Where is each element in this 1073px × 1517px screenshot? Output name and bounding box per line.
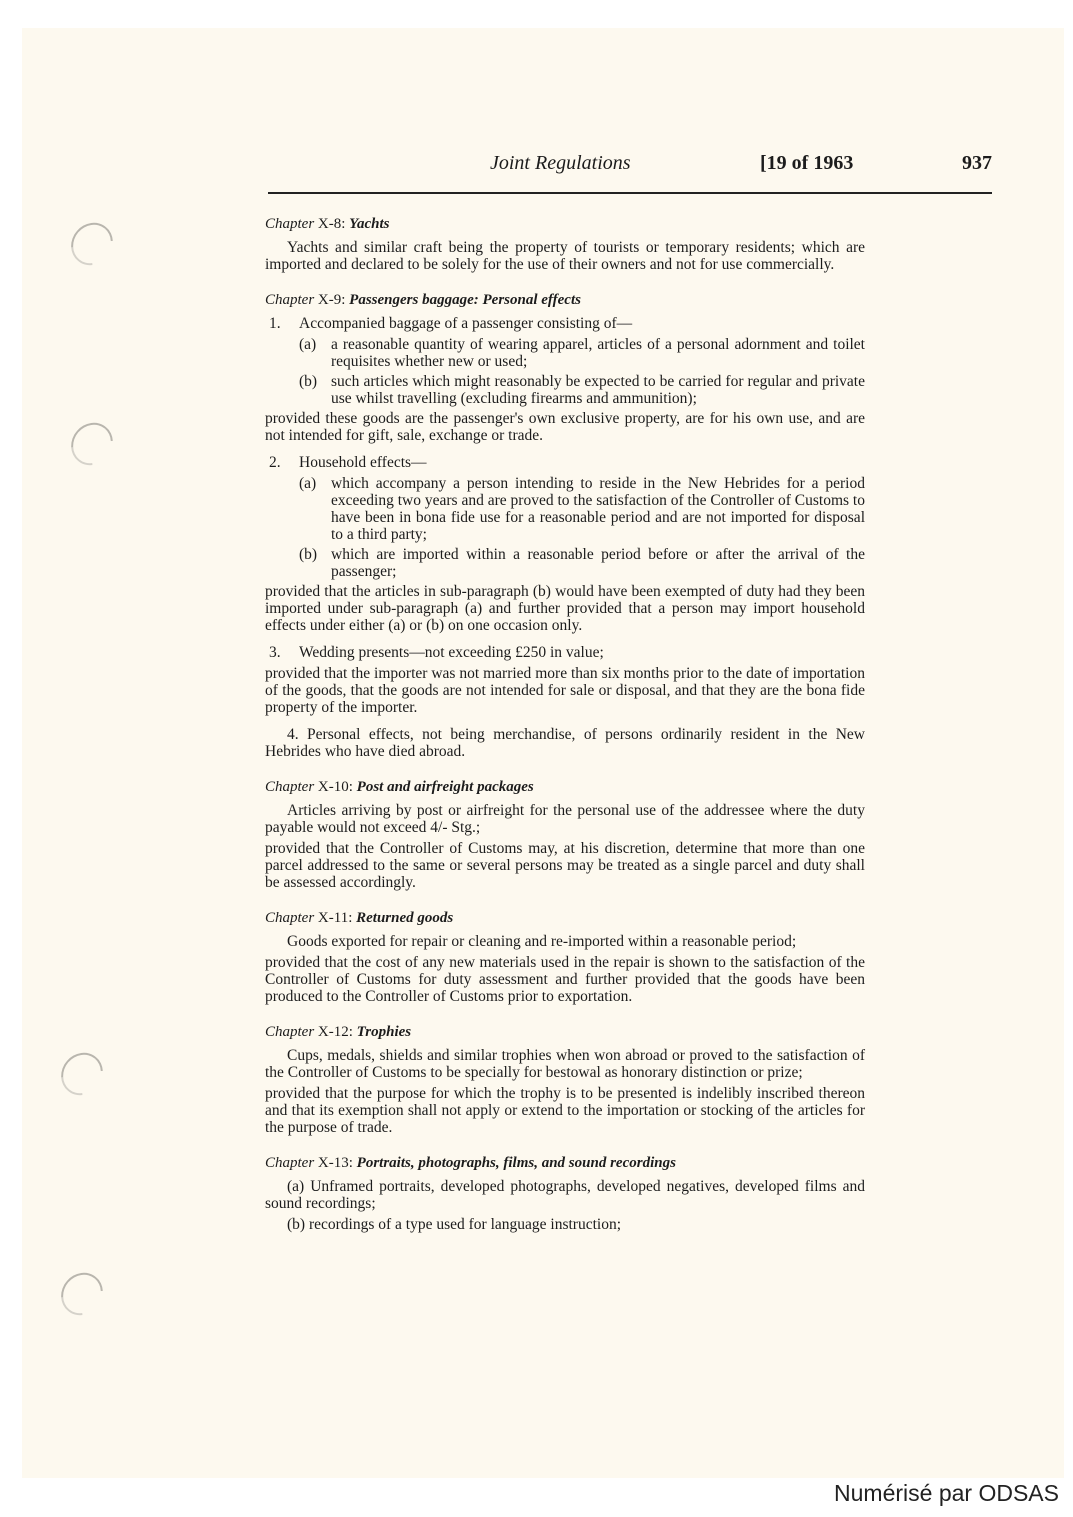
chapter-word: Chapter <box>265 1024 315 1040</box>
chapter-x8 <box>265 216 865 273</box>
paragraph-text: Household effects— <box>299 454 427 471</box>
chapter-number: X-8: <box>317 216 346 232</box>
proviso: provided that the articles in sub-paragraph (b) would have been exempted of duty had they been imported under sub-paragraph (a) and further provided that a person may import household effects under either (a) or (b) on one occasion only. <box>265 583 865 634</box>
paragraph-text: Accompanied baggage of a passenger consisting of— <box>299 315 633 332</box>
chapter-number: X-9: <box>317 292 346 308</box>
sub-paragraph <box>265 1178 865 1212</box>
document-body <box>265 216 865 1252</box>
numbered-paragraph <box>265 454 865 471</box>
running-header <box>268 150 992 194</box>
chapter-word: Chapter <box>265 910 315 926</box>
paragraph: Cups, medals, shields and similar trophies when won abroad or proved to the satisfaction of the Controller of Customs to be specially for bestowal as honorary distinction or prize; <box>265 1047 865 1081</box>
chapter-word: Chapter <box>265 1155 315 1171</box>
paragraph-number: 1. <box>269 315 281 332</box>
chapter-number: X-10: <box>317 779 353 795</box>
sub-paragraph <box>265 373 865 407</box>
header-title: Joint Regulations <box>490 152 631 174</box>
numbered-paragraph <box>265 726 865 760</box>
paragraph: Goods exported for repair or cleaning and re-imported within a reasonable period; <box>287 933 797 950</box>
proviso: provided these goods are the passenger's own exclusive property, are for his own use, and are not intended for gift, sale, exchange or trade. <box>265 410 865 444</box>
chapter-number: X-13: <box>317 1155 353 1171</box>
chapter-number: X-11: <box>317 910 353 926</box>
chapter-word: Chapter <box>265 779 315 795</box>
paragraph: Yachts and similar craft being the property of tourists or temporary residents; which are imported and declared to be solely for the use of their owners and not for use commercially. <box>265 239 865 273</box>
digitization-credit: Numérisé par ODSAS <box>834 1480 1059 1506</box>
sub-paragraph <box>265 546 865 580</box>
chapter-x9 <box>265 292 865 760</box>
proviso: provided that the cost of any new materials used in the repair is shown to the satisfaction of the Controller of Customs for duty assessment and further provided that the goods have been produced to the Controller of Customs prior to exportation. <box>265 954 865 1005</box>
sub-paragraph-text: which accompany a person intending to reside in the New Hebrides for a period exceeding two years and are proved to the satisfaction of the Controller of Customs to have been in bona fide use for a reasonable period and are not imported for disposal to a third party; <box>331 475 865 543</box>
sub-paragraph-label: (a) <box>299 336 317 353</box>
chapter-title: Returned goods <box>356 910 454 926</box>
chapter-title: Yachts <box>349 216 390 232</box>
proviso: provided that the purpose for which the trophy is to be presented is indelibly inscribed thereon and that its exemption shall not apply or extend to the importation or stocking of the articles for the purpose of trade. <box>265 1085 865 1136</box>
sub-paragraph <box>265 1216 865 1233</box>
chapter-heading <box>265 292 865 309</box>
chapter-title: Passengers baggage: Personal effects <box>349 292 581 308</box>
paragraph-text: Personal effects, not being merchandise, of persons ordinarily resident in the New Hebrides who have died abroad. <box>265 726 866 760</box>
proviso: provided that the importer was not married more than six months prior to the date of importation of the goods, that the goods are not intended for sale or disposal, and that they are the bona fide property of the importer. <box>265 665 865 716</box>
chapter-heading <box>265 1155 865 1172</box>
chapter-heading <box>265 216 865 233</box>
chapter-x13 <box>265 1155 865 1233</box>
paragraph: Articles arriving by post or airfreight for the personal use of the addressee where the duty payable would not exceed 4/- Stg.; <box>265 802 865 836</box>
sub-paragraph-text: a reasonable quantity of wearing apparel, articles of a personal adornment and toilet requisites whether new or used; <box>331 336 865 370</box>
chapter-word: Chapter <box>265 216 315 232</box>
proviso: provided that the Controller of Customs may, at his discretion, determine that more than one parcel addressed to the same or several persons may be treated as a single parcel and duty shall be assessed accordingly. <box>265 840 865 891</box>
paragraph-number: 2. <box>269 454 281 471</box>
numbered-paragraph <box>265 315 865 332</box>
sub-paragraph <box>265 336 865 370</box>
chapter-x10 <box>265 779 865 891</box>
paragraph-number: 3. <box>269 644 281 661</box>
chapter-heading <box>265 910 865 927</box>
page-number: 937 <box>962 152 992 174</box>
chapter-x11 <box>265 910 865 1005</box>
paragraph-text: Wedding presents—not exceeding £250 in value; <box>299 644 604 661</box>
sub-paragraph-text: such articles which might reasonably be expected to be carried for regular and private use whilst travelling (excluding firearms and ammunition); <box>331 373 865 407</box>
chapter-title: Portraits, photographs, films, and sound recordings <box>356 1155 676 1171</box>
chapter-x12 <box>265 1024 865 1136</box>
chapter-title: Post and airfreight packages <box>356 779 534 795</box>
chapter-number: X-12: <box>317 1024 353 1040</box>
sub-paragraph <box>265 475 865 543</box>
sub-paragraph-text: recordings of a type used for language instruction; <box>308 1216 622 1233</box>
chapter-title: Trophies <box>356 1024 412 1040</box>
chapter-word: Chapter <box>265 292 315 308</box>
sub-paragraph-label: (a) <box>299 475 317 492</box>
sub-paragraph-label: (b) <box>299 546 318 563</box>
sub-paragraph-label: (b) <box>299 373 318 390</box>
sub-paragraph-text: Unframed portraits, developed photographs, developed negatives, developed films and sound recordings; <box>265 1178 866 1212</box>
paragraph-number: 4. <box>287 726 299 743</box>
chapter-heading <box>265 1024 865 1041</box>
sub-paragraph-text: which are imported within a reasonable period before or after the arrival of the passenger; <box>331 546 865 580</box>
chapter-heading <box>265 779 865 796</box>
sub-paragraph-label: (b) <box>287 1216 306 1233</box>
sub-paragraph-label: (a) <box>287 1178 305 1195</box>
header-act-reference: [19 of 1963 <box>760 152 854 174</box>
numbered-paragraph <box>265 644 865 661</box>
